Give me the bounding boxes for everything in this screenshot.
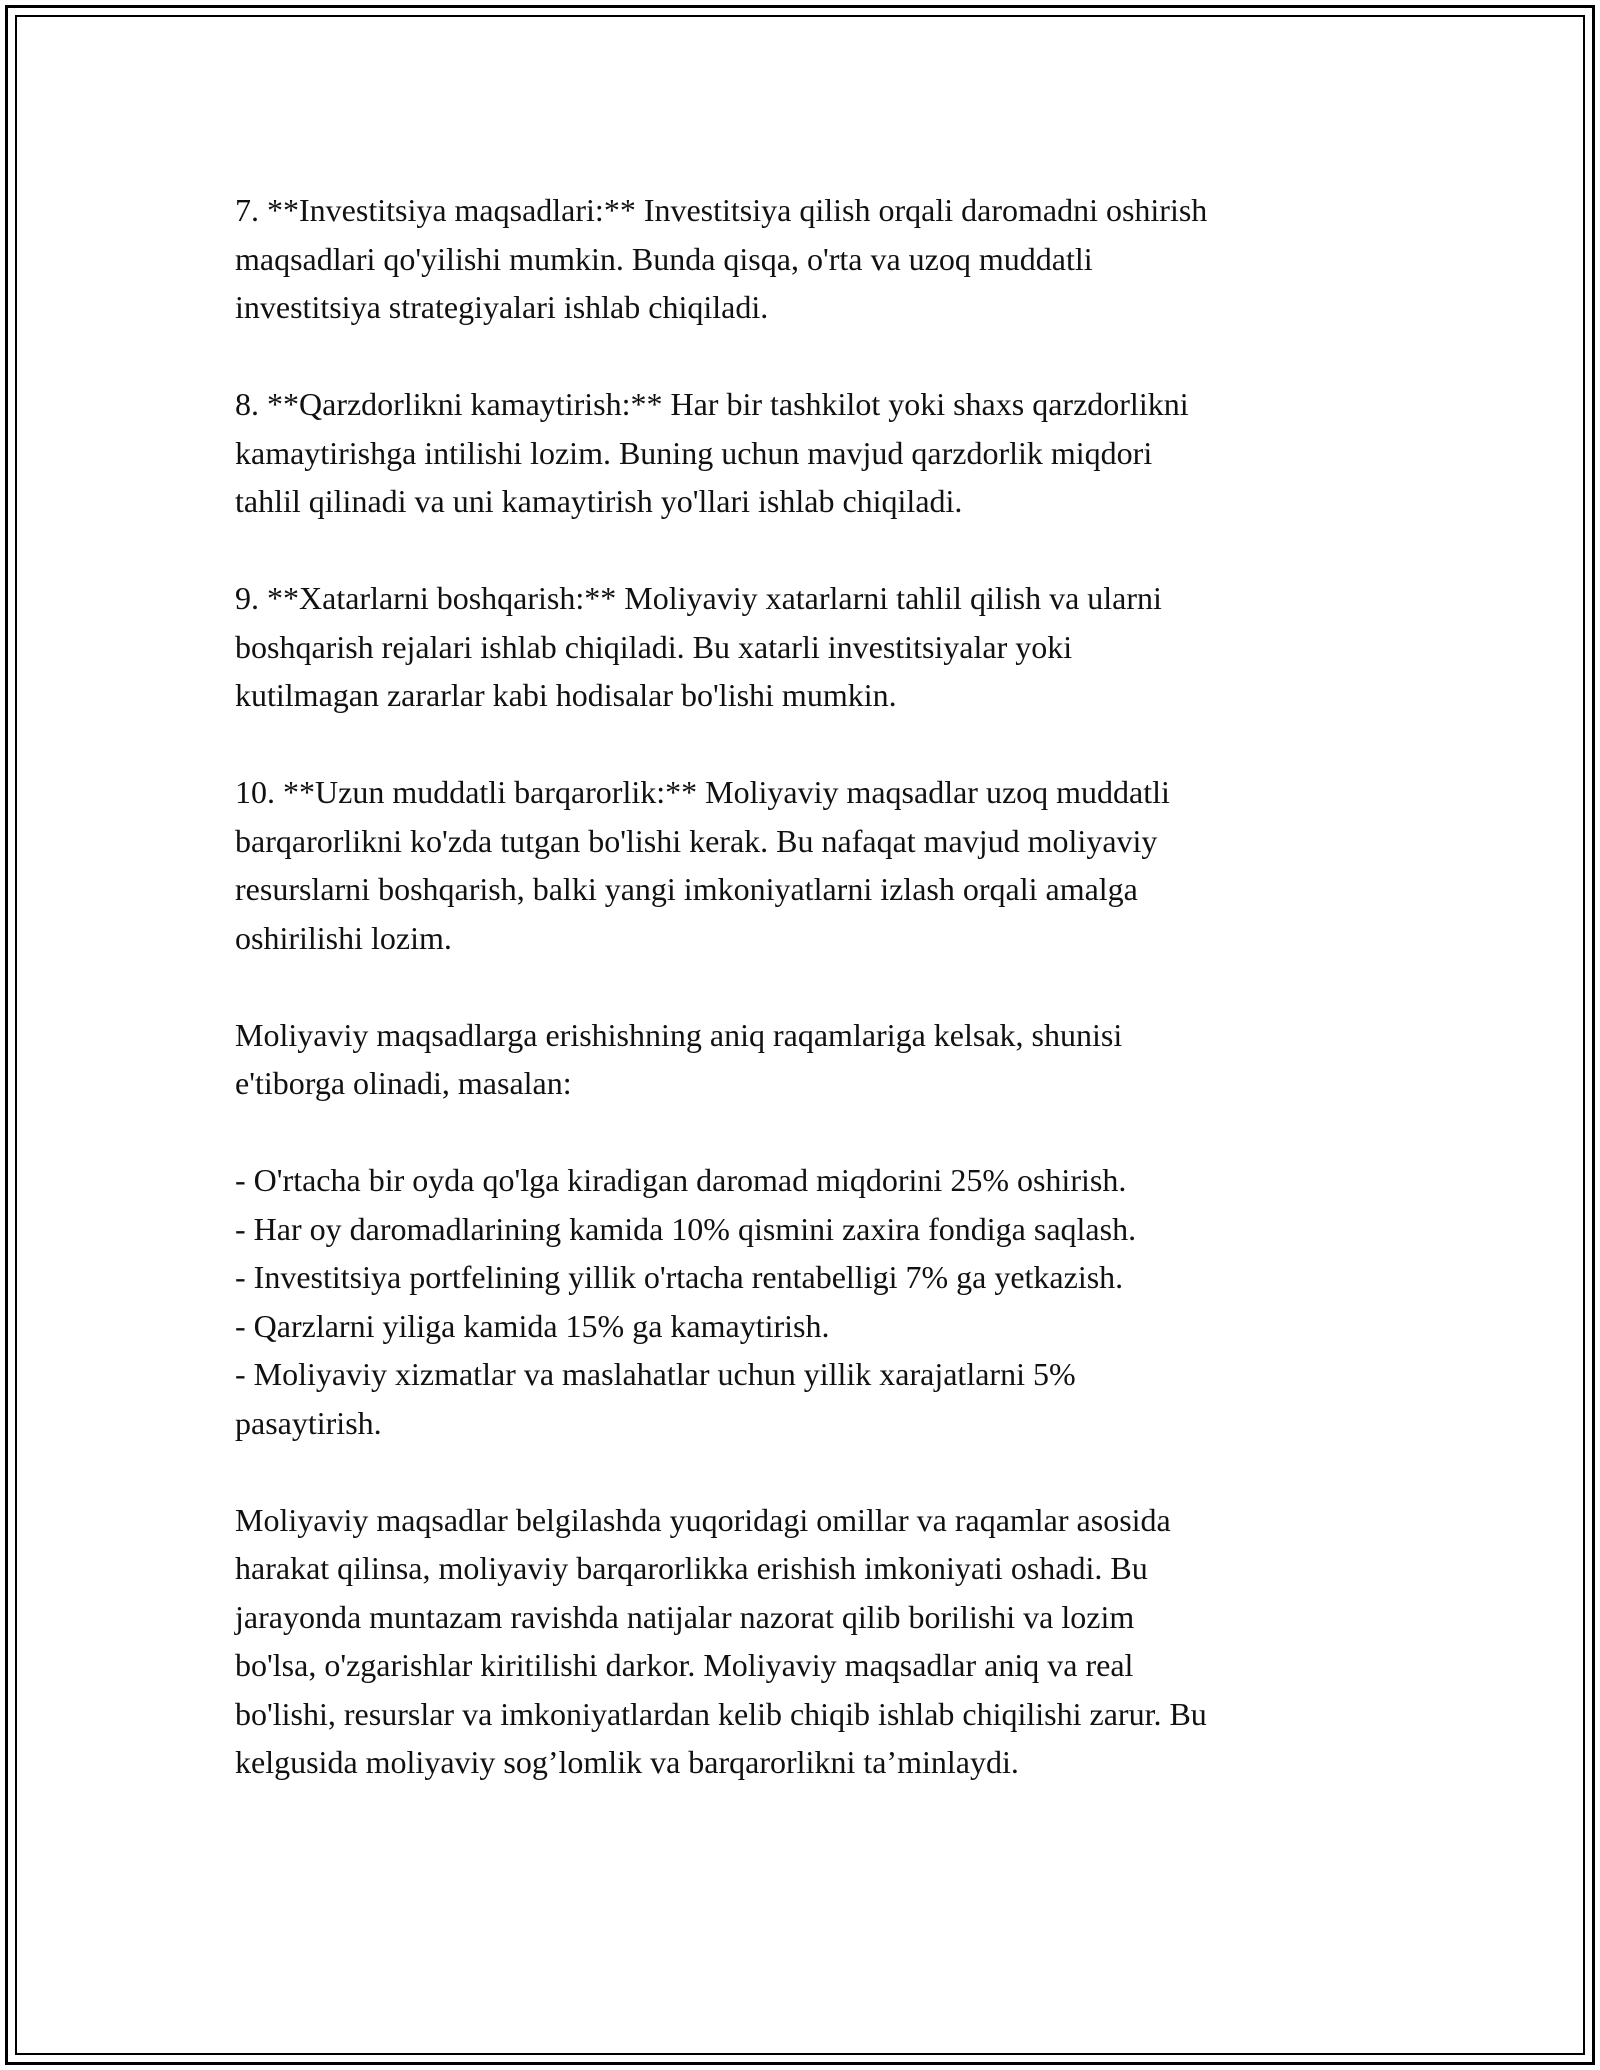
paragraph-debt-reduction: 8. **Qarzdorlikni kamaytirish:** Har bir tashkilot yoki shaxs qarzdorlikni kamaytirishga intilishi lozim. Buning uchun mavjud qarzdorlik miqdori tahlil qilinadi va uni kamaytirish yo'llari ishlab chiqiladi. [235, 386, 1189, 519]
paragraph-conclusion: Moliyaviy maqsadlar belgilashda yuqoridagi omillar va raqamlar asosida harakat qilinsa, moliyaviy barqarorlikka erishish imkoniyati oshadi. Bu jarayonda muntazam ravishda natijalar nazorat qilib borilishi va lozim bo'lsa, o'zgarishlar kiritilishi darkor. Moliyaviy maqsadlar aniq va real bo'lishi, resurslar va imkoniyatlardan kelib chiqib ishlab chiqilishi zarur. Bu kelgusida moliyaviy sog’lomlik va barqarorlikni ta’minlaydi. [235, 1501, 1207, 1780]
list-item: - O'rtacha bir oyda qo'lga kiradigan daromad miqdorini 25% oshirish. [235, 1162, 1127, 1198]
document-body [235, 186, 1365, 1835]
list-item: - Har oy daromadlarining kamida 10% qismini zaxira fondiga saqlash. [235, 1210, 1137, 1247]
list-item: - Investitsiya portfelining yillik o'rtacha rentabelligi 7% ga yetkazish. [235, 1259, 1124, 1295]
paragraph-risk-management: 9. **Xatarlarni boshqarish:** Moliyaviy xatarlarni tahlil qilish va ularni boshqarish rejalari ishlab chiqiladi. Bu xatarli investitsiyalar yoki kutilmagan zararlar kabi hodisalar bo'lishi mumkin. [235, 580, 1162, 713]
paragraph-investment-goals: 7. **Investitsiya maqsadlari:** Investitsiya qilish orqali daromadni oshirish maqsadlari qo'yilishi mumkin. Bunda qisqa, o'rta va uzoq muddatli investitsiya strategiyalari ishlab chiqiladi. [235, 192, 1208, 325]
numeric-goals-list [235, 1156, 1365, 1447]
list-item: - Qarzlarni yiliga kamida 15% ga kamaytirish. [235, 1307, 830, 1344]
list-item: - Moliyaviy xizmatlar va maslahatlar uchun yillik xarajatlarni 5% pasaytirish. [235, 1356, 1076, 1441]
paragraph-numeric-intro: Moliyaviy maqsadlarga erishishning aniq raqamlariga kelsak, shunisi e'tiborga olinadi, masalan: [235, 1016, 1123, 1101]
paragraph-long-term-stability: 10. **Uzun muddatli barqarorlik:** Moliyaviy maqsadlar uzoq muddatli barqarorlikni ko'zda tutgan bo'lishi kerak. Bu nafaqat mavjud moliyaviy resurslarni boshqarish, balki yangi imkoniyatlarni izlash orqali amalga oshirilishi lozim. [235, 774, 1170, 956]
